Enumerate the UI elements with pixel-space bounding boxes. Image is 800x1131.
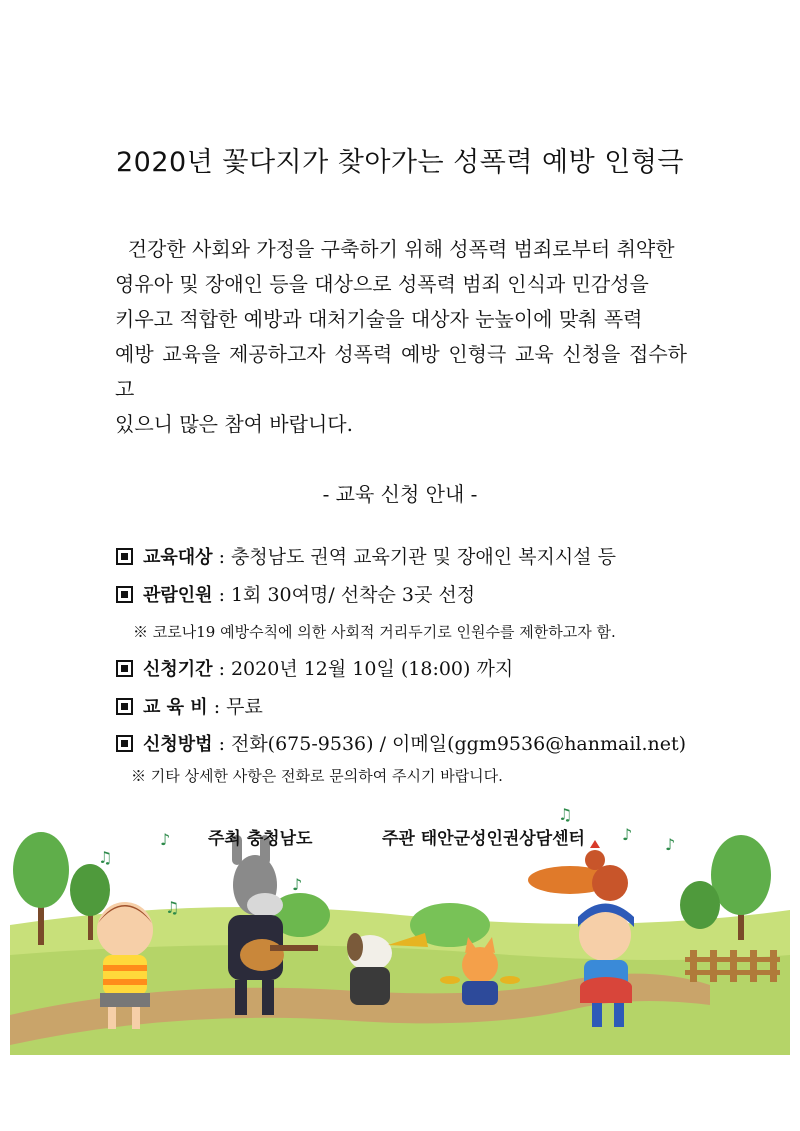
intro-line: 건강한 사회와 가정을 구축하기 위해 성폭력 범죄로부터 취약한 xyxy=(115,237,675,261)
music-note-icon: ♪ xyxy=(622,825,633,844)
page-title: 2020년 꽃다지가 찾아가는 성폭력 예방 인형극 xyxy=(115,147,685,178)
item-separator: : xyxy=(218,546,225,568)
music-note-icon: ♫ xyxy=(165,898,180,917)
checkbox-square-icon xyxy=(116,548,133,565)
info-item-target xyxy=(116,542,616,569)
item-value: 무료 xyxy=(226,696,263,718)
item-value: 충청남도 권역 교육기관 및 장애인 복지시설 등 xyxy=(230,546,616,568)
checkbox-square-icon xyxy=(116,586,133,603)
checkbox-square-icon xyxy=(116,660,133,677)
intro-paragraph xyxy=(115,232,687,442)
info-item-fee xyxy=(116,692,263,719)
organizer-label: 주최 충청남도 xyxy=(208,829,313,849)
item-label: 관람인원 xyxy=(143,585,213,606)
item-separator: : xyxy=(218,658,225,680)
item-value: 1회 30여명/ 선착순 3곳 선정 xyxy=(230,584,476,606)
intro-line: 키우고 적합한 예방과 대처기술을 대상자 눈높이에 맞춰 폭력 xyxy=(115,307,643,331)
music-note-icon: ♪ xyxy=(160,830,171,849)
section-heading: - 교육 신청 안내 - xyxy=(322,482,478,506)
item-label: 교육대상 xyxy=(143,547,213,568)
music-note-icon: ♫ xyxy=(98,848,113,867)
intro-line: 있으니 많은 참여 바랍니다. xyxy=(115,412,353,436)
item-value: 전화(675-9536) / 이메일(ggm9536@hanmail.net) xyxy=(230,733,687,755)
capacity-note: ※ 코로나19 예방수칙에 의한 사회적 거리두기로 인원수를 제한하고자 함. xyxy=(133,623,616,641)
info-item-capacity xyxy=(116,580,475,607)
music-note-icon: ♪ xyxy=(292,875,303,894)
intro-line: 예방 교육을 제공하고자 성폭력 예방 인형극 교육 신청을 접수하고 xyxy=(115,342,687,401)
item-label: 신청방법 xyxy=(143,734,213,755)
checkbox-square-icon xyxy=(116,698,133,715)
music-note-icon: ♪ xyxy=(665,835,676,854)
item-label: 신청기간 xyxy=(143,659,213,680)
item-label: 교 육 비 xyxy=(143,697,208,718)
inquiry-note: ※ 기타 상세한 사항은 전화로 문의하여 주시기 바랍니다. xyxy=(131,767,503,785)
item-separator: : xyxy=(213,696,221,718)
item-value: 2020년 12월 10일 (18:00) 까지 xyxy=(230,658,514,680)
rooster-icon xyxy=(528,840,628,901)
host-label: 주관 태안군성인권상담센터 xyxy=(382,829,585,849)
music-note-icon: ♫ xyxy=(558,805,573,824)
intro-line: 영유아 및 장애인 등을 대상으로 성폭력 범죄 인식과 민감성을 xyxy=(115,272,649,296)
info-item-method xyxy=(116,729,686,756)
info-item-period xyxy=(116,654,513,681)
checkbox-square-icon xyxy=(116,735,133,752)
item-separator: : xyxy=(218,584,225,606)
item-separator: : xyxy=(218,733,225,755)
